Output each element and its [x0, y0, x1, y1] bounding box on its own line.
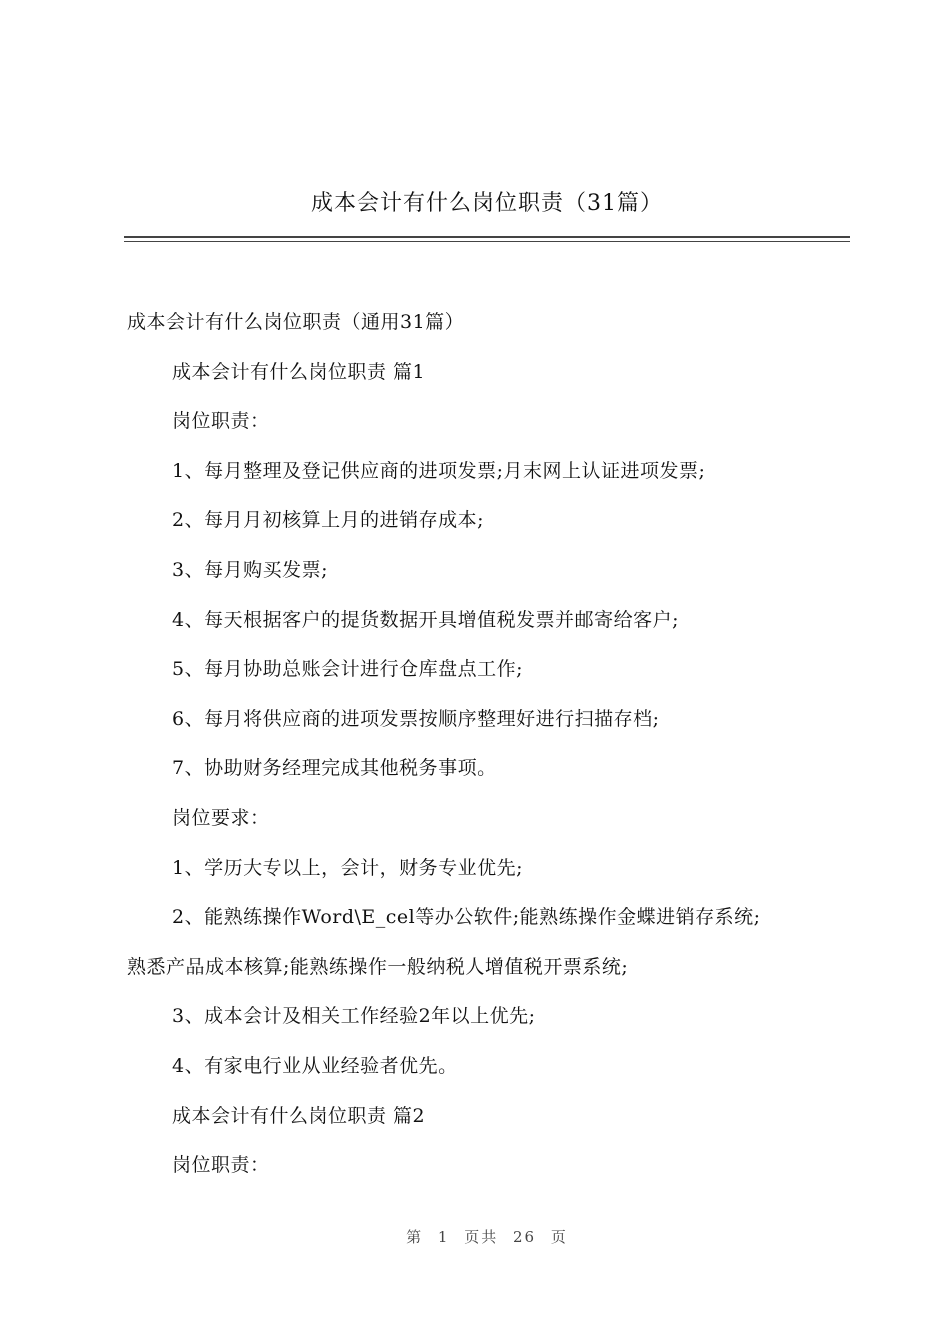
- duties-heading: 岗位职责：: [172, 1154, 270, 1177]
- duty-item: 4、每天根据客户的提货数据开具增值税发票并邮寄给客户;: [172, 608, 679, 631]
- requirement-item: 3、成本会计及相关工作经验2年以上优先;: [172, 1005, 536, 1028]
- duty-item: 5、每月协助总账会计进行仓库盘点工作;: [172, 658, 523, 681]
- duty-item: 2、每月月初核算上月的进销存成本;: [172, 509, 484, 532]
- document-body: [127, 298, 851, 1191]
- title-rule-thick: [124, 236, 850, 238]
- requirement-item: 1、学历大专以上，会计，财务专业优先;: [172, 856, 523, 879]
- duty-item: 3、每月购买发票;: [172, 558, 328, 581]
- requirement-item: 4、有家电行业从业经验者优先。: [172, 1054, 458, 1077]
- document-subtitle: 成本会计有什么岗位职责（通用31篇）: [127, 311, 465, 333]
- page-footer: 第 1 页共 26 页: [406, 1228, 568, 1246]
- duties-heading: 岗位职责：: [172, 410, 270, 433]
- document-title: 成本会计有什么岗位职责（31篇）: [311, 191, 663, 216]
- duty-item: 6、每月将供应商的进项发票按顺序整理好进行扫描存档;: [172, 707, 660, 730]
- duty-item: 1、每月整理及登记供应商的进项发票;月末网上认证进项发票;: [172, 459, 706, 482]
- title-rule-thin: [124, 241, 850, 242]
- requirements-heading: 岗位要求：: [172, 806, 270, 829]
- requirement-item: 2、能熟练操作Word\E_cel等办公软件;能熟练操作金蝶进销存系统;: [172, 906, 761, 929]
- section-heading: 成本会计有什么岗位职责 篇1: [172, 360, 426, 383]
- section-heading: 成本会计有什么岗位职责 篇2: [172, 1104, 426, 1127]
- duty-item: 7、协助财务经理完成其他税务事项。: [172, 757, 497, 780]
- requirement-item-continuation: 熟悉产品成本核算;能熟练操作一般纳税人增值税开票系统;: [127, 955, 629, 978]
